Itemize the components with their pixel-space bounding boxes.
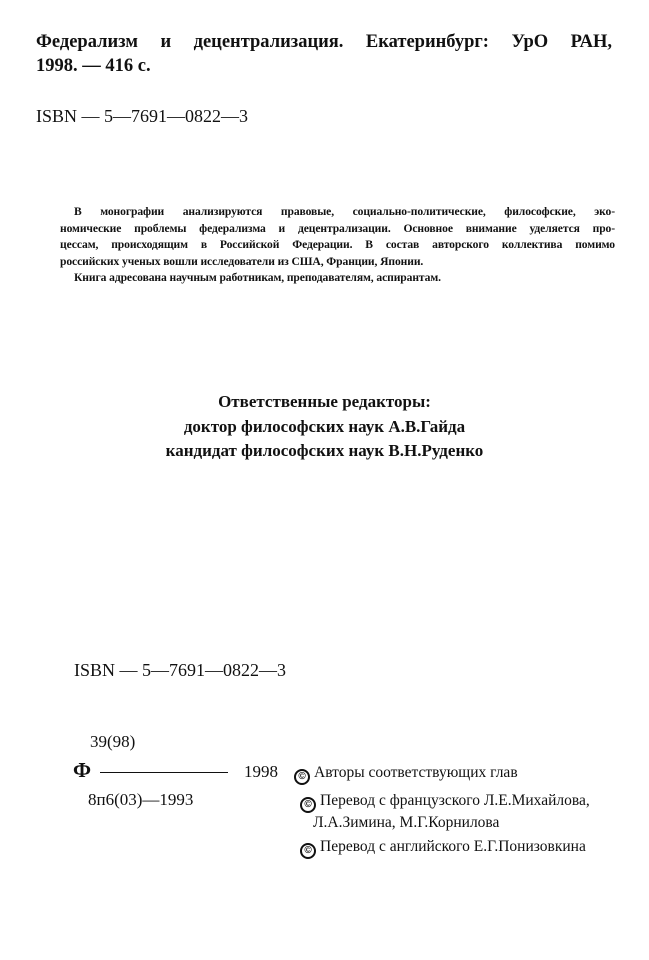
bibliographic-title [36,30,612,78]
classification-code-bottom: 8п6(03)—1993 [88,790,194,809]
editor-1: доктор философских наук А.В.Гайда [183,416,466,436]
isbn-top: ISBN — 5—7691—0822—3 [36,106,249,126]
copyright-icon: © [300,843,316,859]
copyright-french-translation [300,792,590,813]
annotation-line-1: В монографии анализируются правовые, социально-политические, философские, эко- [74,205,615,218]
publication-year: 1998 [244,762,278,781]
responsible-editors [0,390,649,464]
annotation-line-3: цессам, происходящим в Российской Федерации. В состав авторского коллектива помимо [60,238,615,252]
title-line-2: 1998. — 416 с. [36,56,151,76]
editor-2: кандидат философских наук В.Н.Руденко [165,441,484,460]
annotation-line-4: российских ученых вошли исследователи из США, Франции, Японии. [60,254,424,268]
editors-heading: Ответственные редакторы: [218,392,431,411]
phi-index: Ф [73,758,92,782]
title-line-1: Федерализм и децентрализация. Екатеринбург: УрО РАН, [36,32,612,52]
copyright-icon: © [300,797,316,813]
annotation-line-5: Книга адресована научным работникам, преподавателям, аспирантам. [74,271,441,285]
copyright-english-text: Перевод с английского Е.Г.Понизовкина [320,838,586,855]
copyright-english-translation [300,838,586,859]
copyright-french-translators: Л.А.Зимина, М.Г.Корнилова [313,814,500,831]
copyright-authors-text: Авторы соответствующих глав [314,764,518,781]
copyright-icon: © [294,769,310,785]
fraction-line [100,772,228,773]
copyright-french-text: Перевод с французского Л.Е.Михайлова, [320,792,590,809]
copyright-authors [294,764,518,785]
isbn-bottom: ISBN — 5—7691—0822—3 [74,660,287,680]
annotation-line-2: номические проблемы федерализма и децентрализации. Основное внимание уделяется про- [60,221,615,235]
annotation [60,204,615,287]
classification-code-top: 39(98) [90,732,136,751]
